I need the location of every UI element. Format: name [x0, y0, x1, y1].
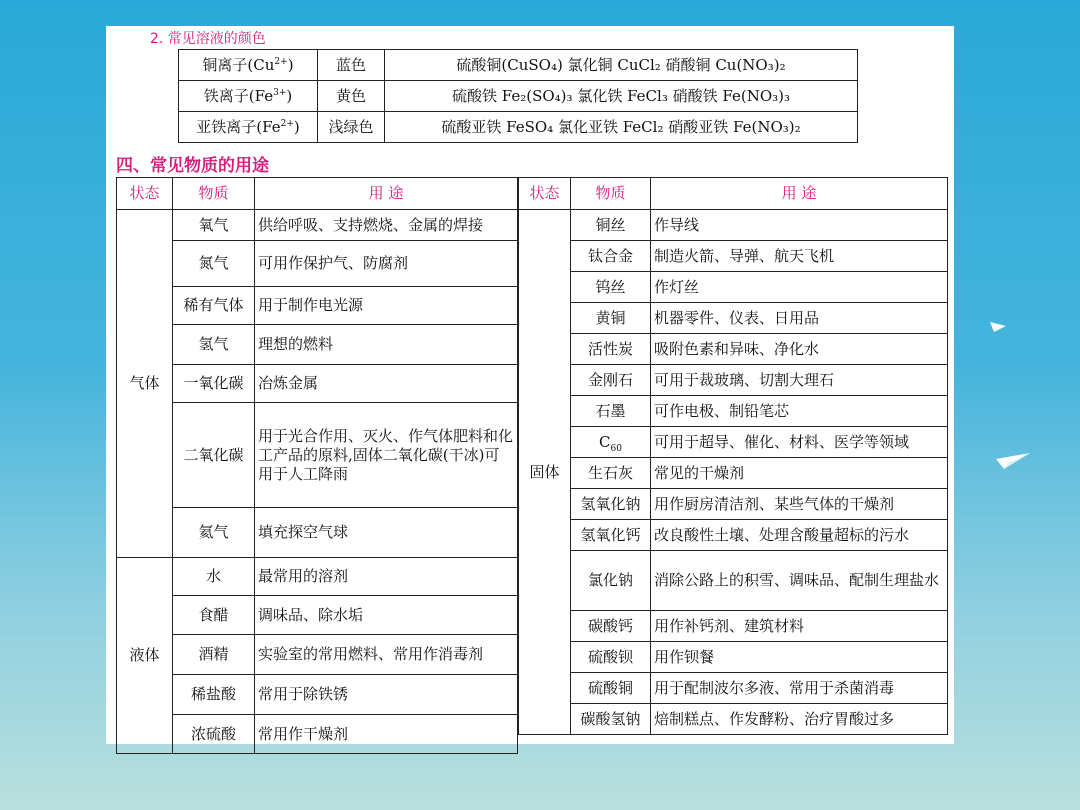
- use-cell: 可用于裁玻璃、切割大理石: [651, 365, 948, 396]
- substance-cell: 氢氧化钠: [571, 489, 651, 520]
- table-row: [117, 287, 518, 325]
- use-cell: 可作电极、制铅笔芯: [651, 396, 948, 427]
- table-row: [519, 704, 948, 735]
- use-cell: 用作钡餐: [651, 642, 948, 673]
- paper-plane-icon-small: [990, 322, 1006, 332]
- substance-cell: 石墨: [571, 396, 651, 427]
- substance-cell: 稀有气体: [173, 287, 255, 325]
- section-heading-solution-colors: 2. 常见溶液的颜色: [150, 31, 266, 47]
- use-cell: 消除公路上的积雪、调味品、配制生理盐水: [651, 551, 948, 611]
- header-substance: 物质: [173, 178, 255, 210]
- table-row: [519, 334, 948, 365]
- examples-cell: 硫酸铜(CuSO₄) 氯化铜 CuCl₂ 硝酸铜 Cu(NO₃)₂: [385, 50, 858, 81]
- table-row: [519, 303, 948, 334]
- examples-cell: 硫酸铁 Fe₂(SO₄)₃ 氯化铁 FeCl₃ 硝酸铁 Fe(NO₃)₃: [385, 81, 858, 112]
- use-cell: 常用于除铁锈: [255, 675, 518, 715]
- table-header-row: [519, 178, 948, 210]
- substance-cell: 食醋: [173, 596, 255, 635]
- substance-cell: 氧气: [173, 210, 255, 241]
- table-row: [519, 611, 948, 642]
- substance-cell: 钨丝: [571, 272, 651, 303]
- use-cell: 实验室的常用燃料、常用作消毒剂: [255, 635, 518, 675]
- use-cell: 常见的干燥剂: [651, 458, 948, 489]
- use-cell: 焙制糕点、作发酵粉、治疗胃酸过多: [651, 704, 948, 735]
- table-row: [519, 241, 948, 272]
- color-cell: 浅绿色: [318, 112, 385, 143]
- substance-cell: 铜丝: [571, 210, 651, 241]
- table-row: [117, 508, 518, 558]
- ion-cell: 铜离子$(Cu^{2+})$: [179, 50, 318, 81]
- substance-cell: 活性炭: [571, 334, 651, 365]
- substance-cell: 金刚石: [571, 365, 651, 396]
- state-cell-gas: 气体: [117, 210, 173, 558]
- substance-cell: 酒精: [173, 635, 255, 675]
- substance-cell: 碳酸氢钠: [571, 704, 651, 735]
- table-row: [519, 458, 948, 489]
- table-row: [519, 489, 948, 520]
- table-row: [117, 210, 518, 241]
- table-row: [519, 396, 948, 427]
- use-cell: 填充探空气球: [255, 508, 518, 558]
- use-cell: 用于制作电光源: [255, 287, 518, 325]
- use-cell: 制造火箭、导弹、航天飞机: [651, 241, 948, 272]
- table-row: [117, 675, 518, 715]
- ion-cell: 亚铁离子$(Fe^{2+})$: [179, 112, 318, 143]
- substance-cell: 氢气: [173, 325, 255, 365]
- substance-cell: 水: [173, 558, 255, 596]
- table-row: [179, 81, 858, 112]
- substance-cell: 黄铜: [571, 303, 651, 334]
- table-row: [117, 365, 518, 403]
- examples-cell: 硫酸亚铁 FeSO₄ 氯化亚铁 FeCl₂ 硝酸亚铁 Fe(NO₃)₂: [385, 112, 858, 143]
- table-row: [519, 673, 948, 704]
- use-cell: 用作补钙剂、建筑材料: [651, 611, 948, 642]
- use-cell: 用作厨房清洁剂、某些气体的干燥剂: [651, 489, 948, 520]
- header-use: 用 途: [651, 178, 948, 210]
- use-cell: 可用作保护气、防腐剂: [255, 241, 518, 287]
- table-row: [519, 272, 948, 303]
- substance-cell: 二氧化碳: [173, 403, 255, 508]
- use-cell: 改良酸性土壤、处理含酸量超标的污水: [651, 520, 948, 551]
- table-row: [117, 403, 518, 508]
- substance-cell: 生石灰: [571, 458, 651, 489]
- table-row: [179, 50, 858, 81]
- table-row: [117, 635, 518, 675]
- table-row: [117, 596, 518, 635]
- substance-cell-c60: $C_{60}$: [571, 427, 651, 458]
- state-cell-solid: 固体: [519, 210, 571, 735]
- use-cell: 最常用的溶剂: [255, 558, 518, 596]
- table-row: [117, 558, 518, 596]
- table-row: [519, 365, 948, 396]
- color-cell: 蓝色: [318, 50, 385, 81]
- color-cell: 黄色: [318, 81, 385, 112]
- table-row: [117, 241, 518, 287]
- header-state: 状态: [519, 178, 571, 210]
- solution-color-table: [178, 49, 858, 143]
- table-row: [519, 642, 948, 673]
- substance-cell: 钛合金: [571, 241, 651, 272]
- use-cell: 作灯丝: [651, 272, 948, 303]
- use-cell: 理想的燃料: [255, 325, 518, 365]
- use-cell: 冶炼金属: [255, 365, 518, 403]
- table-row: [519, 427, 948, 458]
- use-cell: 机器零件、仪表、日用品: [651, 303, 948, 334]
- header-substance: 物质: [571, 178, 651, 210]
- use-cell: 用于光合作用、灭火、作气体肥料和化工产品的原料,固体二氧化碳(干冰)可用于人工降雨: [255, 403, 518, 508]
- use-cell: 可用于超导、催化、材料、医学等领域: [651, 427, 948, 458]
- uses-table-right: [518, 177, 948, 735]
- substance-cell: 氦气: [173, 508, 255, 558]
- substance-cell: 氮气: [173, 241, 255, 287]
- section-heading-uses: 四、常见物质的用途: [116, 156, 269, 176]
- ion-cell: 铁离子$(Fe^{3+})$: [179, 81, 318, 112]
- uses-table-left: [116, 177, 518, 754]
- header-state: 状态: [117, 178, 173, 210]
- substance-cell: 碳酸钙: [571, 611, 651, 642]
- table-row: [179, 112, 858, 143]
- table-row: [519, 520, 948, 551]
- table-row: [117, 325, 518, 365]
- table-row: [519, 551, 948, 611]
- paper-plane-icon-large: [996, 453, 1030, 469]
- substance-cell: 稀盐酸: [173, 675, 255, 715]
- substance-cell: 一氧化碳: [173, 365, 255, 403]
- use-cell: 调味品、除水垢: [255, 596, 518, 635]
- use-cell: 常用作干燥剂: [255, 715, 518, 754]
- table-row: [519, 210, 948, 241]
- substance-cell: 浓硫酸: [173, 715, 255, 754]
- use-cell: 吸附色素和异味、净化水: [651, 334, 948, 365]
- header-use: 用 途: [255, 178, 518, 210]
- table-row: [117, 715, 518, 754]
- document-page: [106, 26, 954, 744]
- use-cell: 供给呼吸、支持燃烧、金属的焊接: [255, 210, 518, 241]
- state-cell-liquid: 液体: [117, 558, 173, 754]
- table-header-row: [117, 178, 518, 210]
- substance-cell: 氢氧化钙: [571, 520, 651, 551]
- substance-cell: 氯化钠: [571, 551, 651, 611]
- substance-cell: 硫酸铜: [571, 673, 651, 704]
- substance-cell: 硫酸钡: [571, 642, 651, 673]
- use-cell: 作导线: [651, 210, 948, 241]
- use-cell: 用于配制波尔多液、常用于杀菌消毒: [651, 673, 948, 704]
